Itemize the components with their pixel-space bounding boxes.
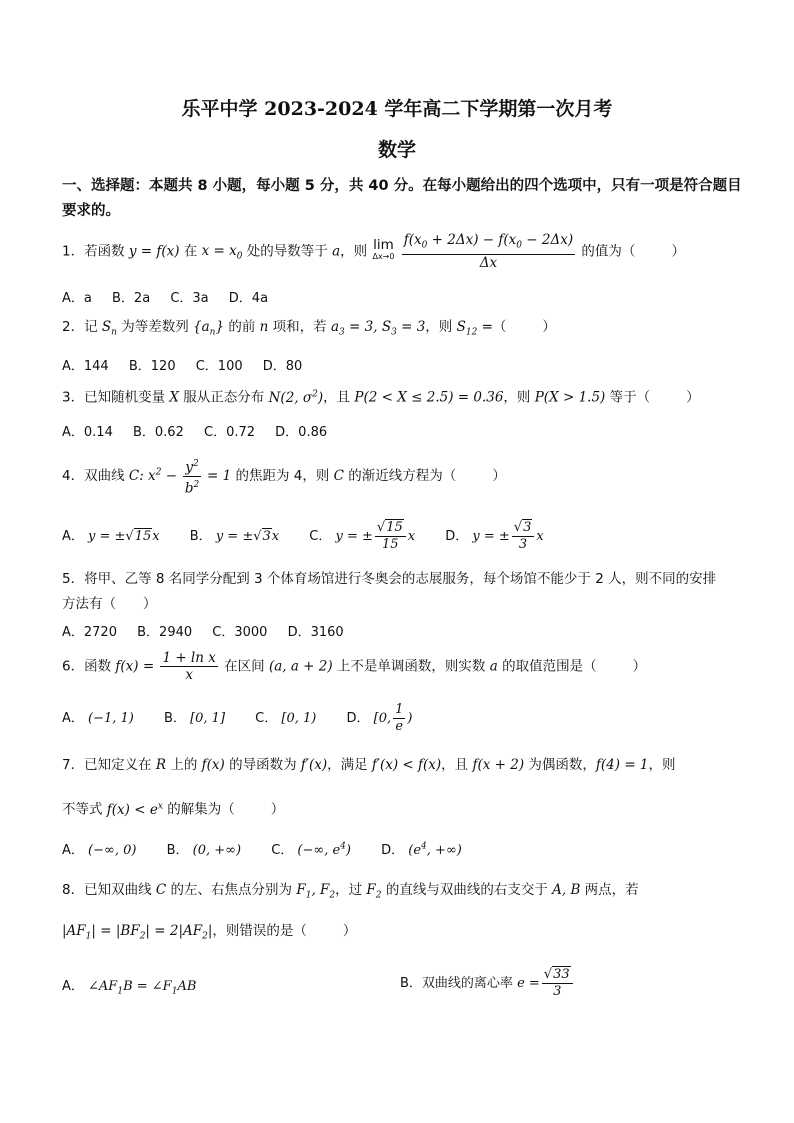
question-5 bbox=[62, 570, 716, 588]
option-d[interactable]: D．0.86 bbox=[275, 425, 328, 440]
option-c[interactable]: C． [0, 1) bbox=[255, 711, 317, 726]
section-heading: 一、选择题：本题共 8 小题，每小题 5 分，共 40 分。在每小题给出的四个选项中，只有一项是符合题目要求的。 bbox=[62, 178, 742, 219]
option-b[interactable]: B．双曲线的离心率 e = $\frac{√33}{3}$ bbox=[400, 967, 575, 1000]
question-8: 8．已知双曲线 C 的左、右焦点分别为 $F_1$, $F_2$，过 $F_2$ 的直线与双曲线的右支交于 A, B 两点，若 bbox=[62, 882, 639, 901]
option-b[interactable]: B．120 bbox=[128, 359, 176, 374]
limit-notation: lim Δx→0 bbox=[372, 237, 395, 262]
fraction: $\frac{\text{1 + ln x}}{x}$ bbox=[162, 650, 216, 683]
option-d[interactable]: D． ($e^4$, +∞) bbox=[381, 841, 462, 858]
option-b[interactable]: B． (0, +∞) bbox=[166, 843, 242, 858]
option-d[interactable]: D． [0, $\frac{1}{e}$ ) bbox=[346, 702, 413, 734]
question-number: 4． bbox=[62, 468, 85, 484]
question-number: 8． bbox=[62, 882, 85, 898]
option-c[interactable]: C．0.72 bbox=[204, 425, 256, 440]
question-number: 7． bbox=[62, 757, 85, 773]
option-a[interactable]: A．144 bbox=[62, 359, 109, 374]
question-7: 7．已知定义在 R 上的 f(x) 的导函数为 f′(x)，满足 f′(x) < f(x)，且 f(x + 2) 为偶函数，f(4) = 1，则 bbox=[62, 757, 676, 773]
option-d[interactable]: D．3160 bbox=[287, 625, 344, 640]
option-b[interactable]: B． [0, 1] bbox=[164, 711, 226, 726]
option-c[interactable]: C． (−∞, $e^4$) bbox=[271, 841, 351, 858]
option-c[interactable]: C．3000 bbox=[212, 625, 268, 640]
question-text: 将甲、乙等 8 名同学分配到 3 个体育场馆进行冬奥会的志展服务，每个场馆不能少于 2 人，则不同的安排 bbox=[84, 571, 717, 587]
option-a[interactable]: A．2720 bbox=[62, 625, 117, 640]
option-a[interactable]: A．0.14 bbox=[62, 425, 113, 440]
question-5-options bbox=[62, 621, 360, 640]
fraction: $\frac{f(x_0 + 2\Delta x) - f(x_0 - 2\Delta x)}{\Delta x}$ bbox=[403, 232, 574, 271]
option-b[interactable]: B．2940 bbox=[137, 625, 193, 640]
question-number: 6． bbox=[62, 658, 85, 675]
option-d[interactable]: D．80 bbox=[262, 359, 303, 374]
option-d[interactable]: D．4a bbox=[228, 291, 269, 306]
exam-title: 乐平中学 2023-2024 学年高二下学期第一次月考 bbox=[181, 98, 613, 120]
option-d[interactable]: D． y = ± $\frac{√3}{3}$ x bbox=[445, 520, 544, 552]
option-c[interactable]: C． y = ± $\frac{√15}{15}$ x bbox=[309, 520, 416, 552]
option-a[interactable]: A． y = ±√15x bbox=[62, 529, 160, 544]
exam-subject: 数学 bbox=[377, 139, 416, 161]
question-2-options bbox=[62, 355, 318, 374]
option-a[interactable]: A． (−∞, 0) bbox=[62, 843, 137, 858]
question-1-options bbox=[62, 287, 284, 306]
question-4-options bbox=[62, 520, 570, 553]
option-a[interactable]: A． $\angle AF_1B$ = $\angle F_1AB$ bbox=[62, 979, 197, 997]
question-number: 1． bbox=[62, 243, 85, 260]
question-number: 3． bbox=[62, 389, 85, 406]
question-8-continued: $|AF_1| = |BF_2| = 2|AF_2|$，则错误的是（ ） bbox=[62, 923, 357, 942]
option-a[interactable]: A．a bbox=[62, 291, 92, 306]
fraction: $\frac{y^2}{b^2}$ bbox=[183, 456, 200, 496]
question-6: 6．函数 f(x) = $\frac{\text{1 + ln x}}{x}$ 在区间 (a, a + 2) 上不是单调函数，则实数 a 的取值范围是（ ） bbox=[62, 650, 647, 683]
question-1: 1．若函数 y = f(x) 在 $x = x_0$ 处的导数等于 a，则 lim Δx→0 $\frac{f(x_0 + 2\Delta x) - f(x_0 - 2\Delta x)}{\Delta x}$ 的值为（ ） bbox=[62, 232, 685, 271]
question-5-continued: 方法有（ ） bbox=[62, 596, 157, 612]
question-7-options bbox=[62, 839, 488, 858]
option-c[interactable]: C．100 bbox=[195, 359, 243, 374]
question-4: 4．双曲线 C: $x^2$ − $\frac{y^2}{b^2}$ = 1 的焦距为 4，则 C 的渐近线方程为（ ） bbox=[62, 456, 506, 496]
question-2: 2．记 $S_n$ 为等差数列 $\{a_n\}$ 的前 n 项和，若 $a_3 = 3$, $S_3 = 3$，则 $S_{12}$ =（ ） bbox=[62, 319, 556, 338]
option-c[interactable]: C．3a bbox=[170, 291, 209, 306]
option-b[interactable]: B．2a bbox=[112, 291, 151, 306]
option-b[interactable]: B． y = ±√3x bbox=[189, 529, 280, 544]
question-number: 2． bbox=[62, 319, 85, 335]
option-a[interactable]: A． (−1, 1) bbox=[62, 711, 134, 726]
question-7-continued: 不等式 $f(x) < e^x$ 的解集为（ ） bbox=[62, 801, 285, 818]
question-3-options bbox=[62, 421, 343, 440]
question-8-options bbox=[62, 967, 742, 999]
question-number: 5． bbox=[62, 571, 85, 587]
question-6-options bbox=[62, 702, 438, 735]
question-3: 3．已知随机变量 X 服从正态分布 N(2, $\sigma^2$)，且 P(2 < X ≤ 2.5) = 0.36，则 P(X > 1.5) 等于（ ） bbox=[62, 389, 700, 406]
option-b[interactable]: B．0.62 bbox=[132, 425, 184, 440]
